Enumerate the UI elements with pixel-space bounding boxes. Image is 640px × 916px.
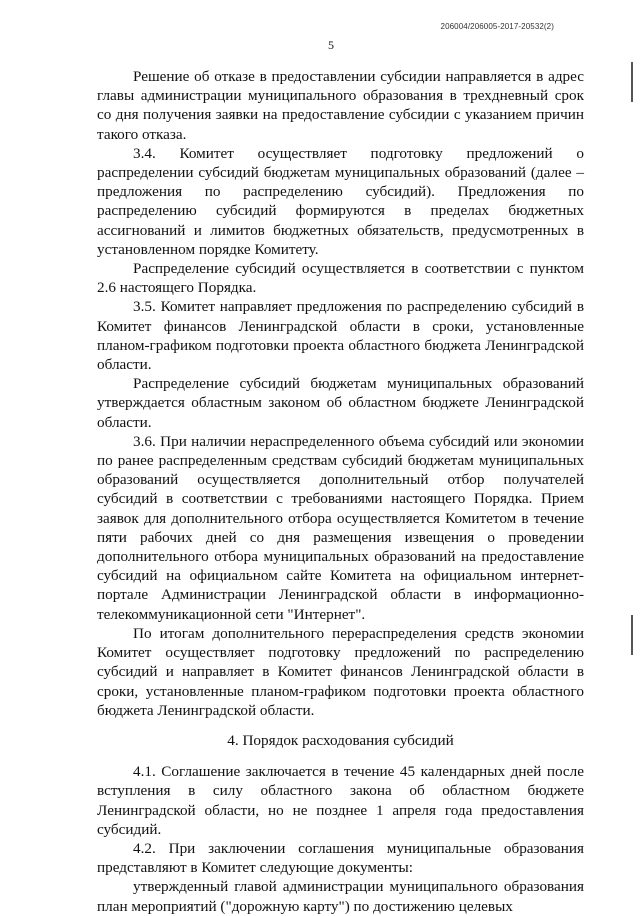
paragraph-redistribution: По итогам дополнительного перераспределения средств экономии Комитет осуществляет подготовку предложений по распределению субсидий и направляет в Комитет финансов Ленинградской области в сроки, установленные планом-графиком подготовки проекта областного бюджета Ленинградской области.: [97, 624, 584, 719]
paragraph-4-1: 4.1. Соглашение заключается в течение 45 календарных дней после вступления в силу областного закона об областном бюджете Ленинградской области, но не позднее 1 апреля года предоставления субсидий.: [97, 763, 584, 838]
paragraph-3-4: 3.4. Комитет осуществляет подготовку предложений о распределении субсидий бюджетам муниципальных образований (далее – предложения по распределению субсидий). Предложения по распределению субсидий формируются в пределах бюджетных ассигнований и лимитов бюджетных обязательств, предусмотренных в установленном порядке Комитету.: [97, 144, 584, 258]
section-heading: 4. Порядок расходования субсидий: [227, 731, 454, 749]
paragraph-distribution-reference: Распределение субсидий осуществляется в соответствии с пунктом 2.6 настоящего Порядка.: [97, 260, 584, 297]
document-body: [97, 67, 584, 916]
paragraph-refusal-notice: Решение об отказе в предоставлении субсидии направляется в адрес главы администрации муниципального образования в трехдневный срок со дня получения заявки на предоставление субсидии с указанием причин такого отказа.: [97, 68, 584, 143]
scan-edge-mark: [631, 615, 633, 655]
page-number: 5: [328, 38, 334, 52]
paragraph-4-2: 4.2. При заключении соглашения муниципальные образования представляют в Комитет следующие документы:: [97, 839, 584, 877]
scan-edge-mark: [631, 62, 633, 102]
paragraph-3-5: 3.5. Комитет направляет предложения по распределению субсидий в Комитет финансов Ленинградской области в сроки, установленные планом-графиком подготовки проекта областного бюджета Ленинградской области.: [97, 298, 584, 374]
paragraph-road-map: утвержденный главой администрации муниципального образования план мероприятий ("дорожную карту") по достижению целевых: [97, 878, 584, 915]
document-id: 206004/206005-2017-20532(2): [440, 22, 554, 31]
paragraph-3-6: 3.6. При наличии нераспределенного объема субсидий или экономии по ранее распределенным средствам субсидий бюджетам муниципальных образований осуществляется дополнительный отбор получателей субсидий в соответствии с требованиями настоящего Порядка. Прием заявок для дополнительного отбора осуществляется Комитетом в течение пяти рабочих дней со дня размещения извещения о проведении дополнительного отбора муниципальных образований на предоставление субсидий на официальном сайте Комитета на официальном интернет-портале Администрации Ленинградской области в информационно-телекоммуникационной сети "Интернет".: [97, 432, 584, 623]
paragraph-distribution-approval: Распределение субсидий бюджетам муниципальных образований утверждается областным законом об областном бюджете Ленинградской области.: [97, 375, 584, 431]
